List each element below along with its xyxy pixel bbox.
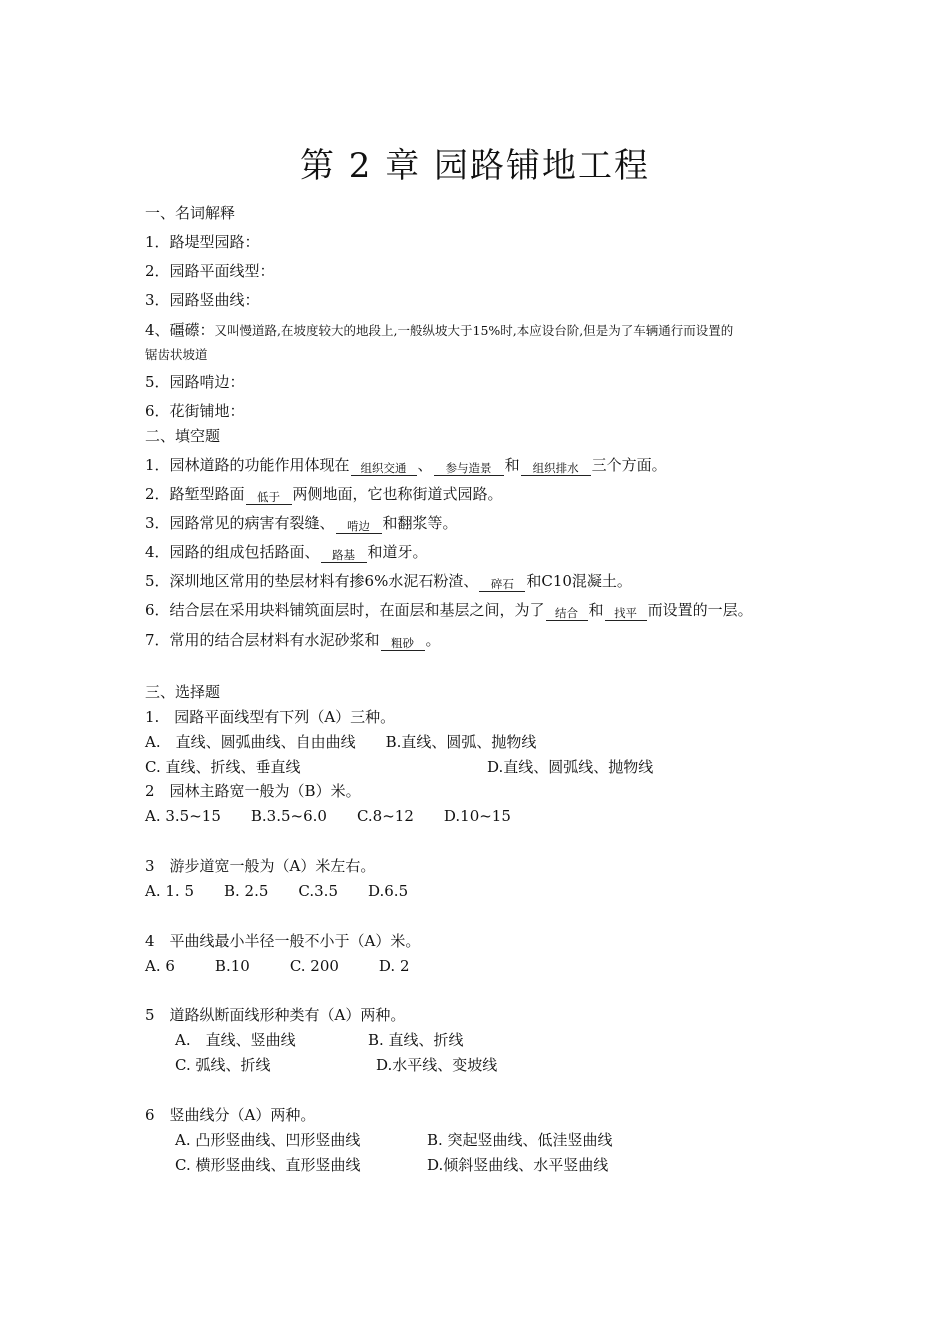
definition-item-4-text-cont: 锯齿状坡道	[145, 347, 208, 362]
choice-question-4-stem: 4 平曲线最小半径一般不小于（A）米。	[145, 932, 421, 950]
choice-question-5-option-b: B. 直线、折线	[368, 1031, 464, 1049]
section-heading-multiple-choice: 三、选择题	[145, 683, 221, 701]
definition-item-3: 3．园路竖曲线：	[145, 291, 260, 309]
choice-question-3-stem: 3 游步道宽一般为（A）米左右。	[145, 857, 376, 875]
definition-item-1: 1．路堤型园路：	[145, 233, 260, 251]
fill-question-6: 6．结合层在采用块料铺筑面层时，在面层和基层之间，为了 结合 和 找平 而设置的一层。	[145, 601, 753, 620]
answer-blank: 组织排水	[521, 461, 591, 476]
definition-item-4	[145, 320, 733, 341]
answer-blank: 结合	[546, 606, 588, 621]
option-b: B.10	[214, 957, 250, 975]
definition-item-2: 2．园路平面线型：	[145, 262, 275, 280]
choice-question-6-option-b: B. 突起竖曲线、低洼竖曲线	[427, 1131, 613, 1149]
section-heading-fill-blank: 二、填空题	[145, 427, 221, 445]
page-title: 第 2 章 园路铺地工程	[299, 146, 651, 186]
option-a: A. 3.5~15	[145, 807, 221, 825]
choice-question-1-option-d: D.直线、圆弧线、抛物线	[487, 758, 654, 776]
fill-question-7: 7．常用的结合层材料有水泥砂浆和 粗砂 。	[145, 631, 441, 650]
choice-question-2-options	[145, 806, 511, 826]
option-a: A. 6	[145, 957, 175, 975]
fill-question-3: 3．园路常见的病害有裂缝、 啃边 和翻浆等。	[145, 514, 458, 533]
option-a: A. 直线、圆弧曲线、自由曲线	[145, 733, 356, 751]
section-heading-definitions: 一、名词解释	[145, 204, 236, 222]
definition-item-4-text: 又叫慢道路,在坡度较大的地段上,一般纵坡大于15%时,本应设台阶,但是为了车辆通行而设置的	[214, 323, 734, 338]
option-d: D. 2	[378, 957, 410, 975]
option-c: C. 200	[289, 957, 339, 975]
option-b: B.3.5~6.0	[250, 807, 327, 825]
option-d: D.6.5	[368, 882, 409, 900]
answer-blank: 碎石	[479, 577, 525, 592]
choice-question-5-option-a: A. 直线、竖曲线	[175, 1031, 296, 1049]
answer-blank: 参与造景	[434, 461, 504, 476]
choice-question-4-options	[145, 956, 410, 976]
choice-question-1-option-c: C. 直线、折线、垂直线	[145, 758, 301, 776]
choice-question-1-stem: 1. 园路平面线型有下列（A）三种。	[145, 708, 396, 726]
fill-question-5: 5．深圳地区常用的垫层材料有掺6%水泥石粉渣、 碎石 和C10混凝土。	[145, 572, 632, 591]
answer-blank: 啃边	[336, 519, 382, 534]
choice-question-5-option-d: D.水平线、变坡线	[376, 1056, 498, 1074]
definition-item-5: 5．园路啃边：	[145, 373, 245, 391]
choice-question-3-options	[145, 881, 408, 901]
choice-question-5-option-c: C. 弧线、折线	[175, 1056, 271, 1074]
answer-blank: 组织交通	[351, 461, 417, 476]
answer-blank: 找平	[605, 606, 647, 621]
option-a: A. 1. 5	[145, 882, 194, 900]
choice-question-5-stem: 5 道路纵断面线形种类有（A）两种。	[145, 1006, 406, 1024]
option-b: B.直线、圆弧、抛物线	[385, 733, 537, 751]
fill-question-2: 2．路堑型路面 低于 两侧地面，它也称街道式园路。	[145, 485, 503, 504]
choice-question-6-stem: 6 竖曲线分（A）两种。	[145, 1106, 316, 1124]
answer-blank: 路基	[321, 548, 367, 563]
option-b: B. 2.5	[224, 882, 269, 900]
choice-question-6-option-a: A. 凸形竖曲线、凹形竖曲线	[175, 1131, 361, 1149]
answer-blank: 低于	[246, 490, 292, 505]
answer-blank: 粗砂	[381, 636, 425, 651]
option-c: C.3.5	[298, 882, 338, 900]
option-c: C.8~12	[356, 807, 414, 825]
option-d: D.10~15	[443, 807, 511, 825]
choice-question-6-option-c: C. 横形竖曲线、直形竖曲线	[175, 1156, 361, 1174]
choice-question-2-stem: 2 园林主路宽一般为（B）米。	[145, 782, 361, 800]
choice-question-6-option-d: D.倾斜竖曲线、水平竖曲线	[427, 1156, 609, 1174]
definition-item-6: 6．花街铺地：	[145, 402, 245, 420]
fill-question-1: 1．园林道路的功能作用体现在 组织交通 、 参与造景 和 组织排水 三个方面。	[145, 456, 667, 475]
fill-question-4: 4．园路的组成包括路面、 路基 和道牙。	[145, 543, 428, 562]
definition-item-4-term: 4、礓礤：	[145, 321, 215, 339]
choice-question-1-options-ab	[145, 732, 536, 752]
